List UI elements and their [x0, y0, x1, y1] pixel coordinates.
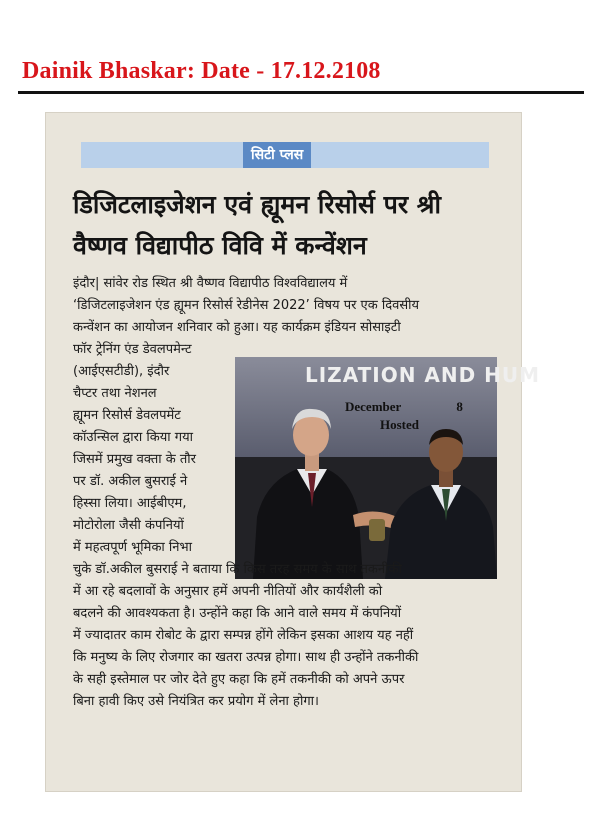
- body-line: बदलने की आवश्यकता है। उन्होंने कहा कि आने वाले समय में कंपनियों: [73, 606, 402, 621]
- body-line: चैप्टर तथा नेशनल: [73, 386, 157, 401]
- body-line: कि मनुष्य के लिए रोजगार का खतरा उत्पन्न होगा। साथ ही उन्होंने तकनीकी: [73, 650, 419, 665]
- page-title: Dainik Bhaskar: Date - 17.12.2108: [22, 58, 381, 84]
- body-line: ह्यूमन रिसोर्स डेवलपमेंट: [73, 408, 181, 423]
- body-line: हिस्सा लिया। आईबीएम,: [73, 496, 187, 511]
- body-line: (आईएसटीडी), इंदौर: [73, 364, 170, 379]
- body-line: इंदौर| सांवेर रोड स्थित श्री वैष्णव विद्यापीठ विश्वविद्यालय में: [73, 276, 348, 291]
- headline-line-1: डिजिटलाइजेशन एवं ह्यूमन रिसोर्स पर श्री: [73, 190, 441, 219]
- body-line: ‘डिजिटलाइजेशन एंड ह्यूमन रिसोर्स रेडीनेस 2022’ विषय पर एक दिवसीय: [73, 298, 420, 313]
- body-line: बिना हावी किए उसे नियंत्रित कर प्रयोग में लेना होगा।: [73, 694, 319, 709]
- section-label: सिटी प्लस: [243, 142, 311, 168]
- body-line: कन्वेंशन का आयोजन शनिवार को हुआ। यह कार्यक्रम इंडियन सोसाइटी: [73, 320, 401, 335]
- body-line: के सही इस्तेमाल पर जोर देते हुए कहा कि हमें तकनीकी को अपने ऊपर: [73, 672, 405, 687]
- banner-hosted: Hosted: [380, 417, 419, 432]
- banner-date-word: December: [345, 399, 402, 414]
- body-line: पर डॉ. अकील बुसराई ने: [73, 474, 188, 489]
- body-line: कॉउन्सिल द्वारा किया गया: [73, 430, 194, 445]
- body-line: चुके डॉ.अकील बुसराई ने बताया कि किस तरह समय के साथ तकनीकी: [73, 562, 402, 577]
- banner-text: LIZATION AND HUM: [305, 363, 541, 387]
- body-line: में महत्वपूर्ण भूमिका निभा: [73, 540, 193, 555]
- newspaper-clipping: [45, 112, 541, 792]
- event-photo: [235, 357, 541, 579]
- photo-figures: [235, 357, 497, 579]
- body-line: में आ रहे बदलावों के अनुसार हमें अपनी नीतियों और कार्यशैली को: [73, 584, 383, 599]
- body-line: जिसमें प्रमुख वक्ता के तौर: [73, 452, 196, 467]
- headline-line-2: वैष्णव विद्यापीठ विवि में कन्वेंशन: [73, 231, 367, 260]
- body-line: मोटोरोला जैसी कंपनियों: [73, 518, 184, 533]
- body-line: में ज्यादातर काम रोबोट के द्वारा सम्पन्न होंगे लेकिन इसका आशय यह नहीं: [73, 628, 414, 643]
- body-line: फॉर ट्रेनिंग एंड डेवलपमेन्ट: [73, 342, 192, 357]
- header-divider: [18, 91, 584, 94]
- banner-date-digit: 8: [456, 399, 463, 414]
